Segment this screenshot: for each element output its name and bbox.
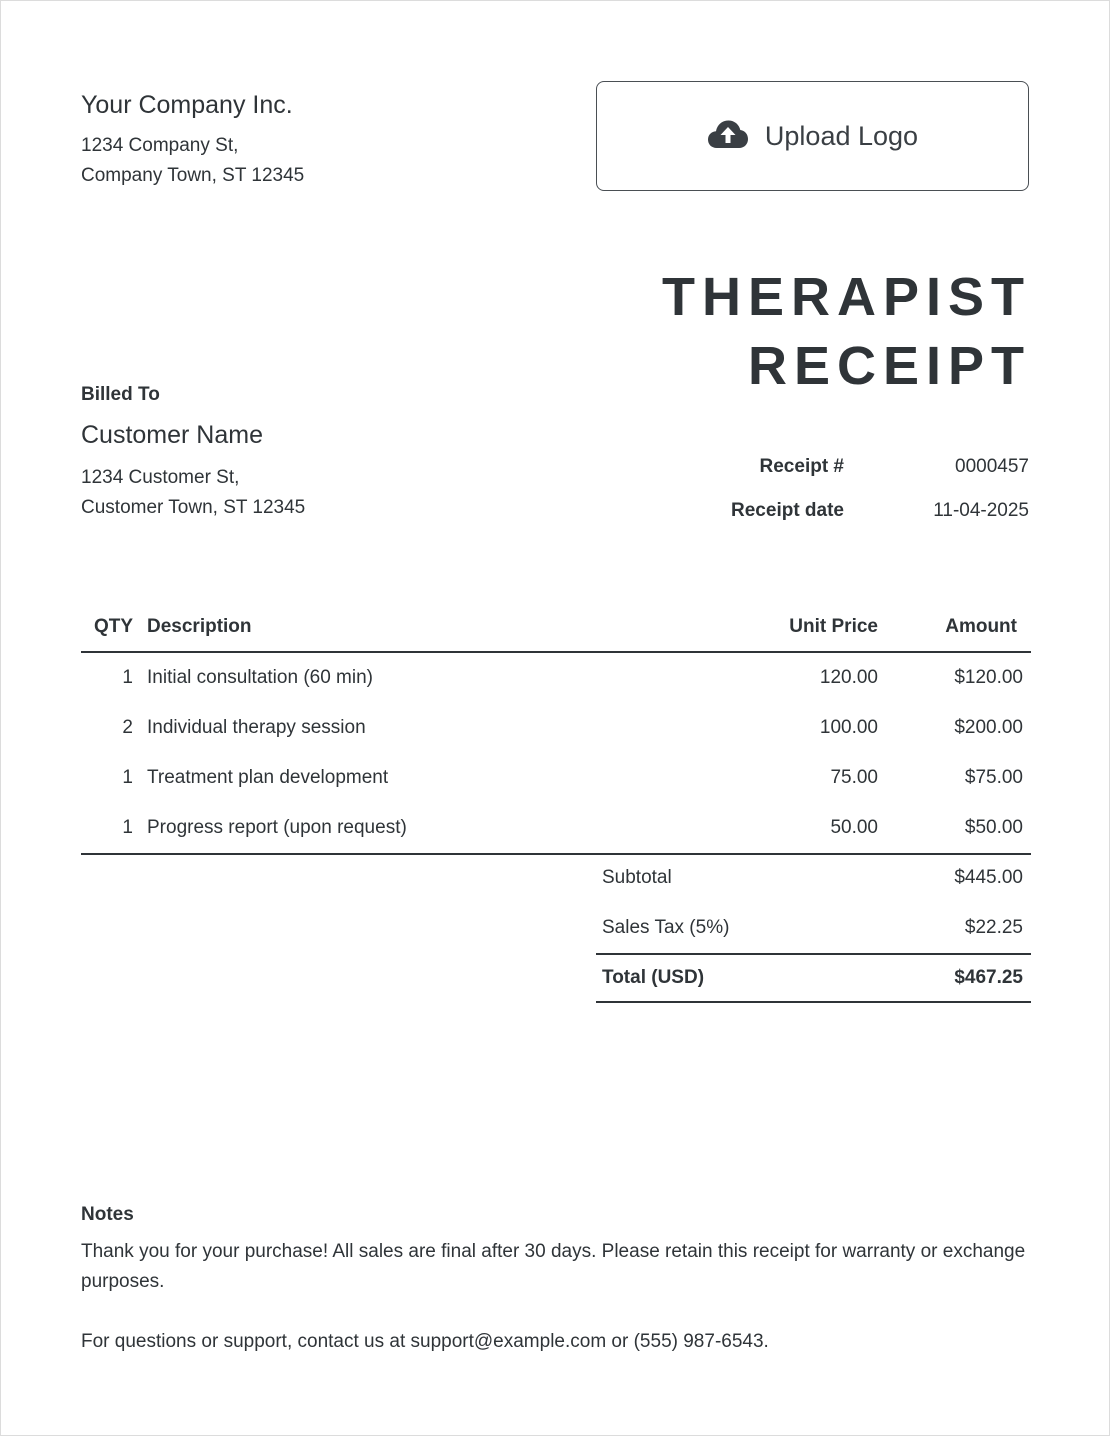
row-amount: $120.00	[954, 667, 1023, 688]
cloud-upload-icon	[707, 119, 749, 154]
billed-to-label: Billed To	[81, 384, 160, 405]
sales-tax-label: Sales Tax (5%)	[602, 917, 730, 938]
row-qty: 1	[122, 817, 133, 838]
receipt-number: 0000457	[955, 456, 1029, 477]
customer-address	[81, 463, 305, 523]
row-qty: 1	[122, 767, 133, 788]
upload-logo-button[interactable]	[596, 81, 1029, 191]
notes-contact: For questions or support, contact us at support@example.com or (555) 987-6543.	[81, 1331, 769, 1352]
receipt-date-label: Receipt date	[731, 500, 844, 521]
row-qty: 1	[122, 667, 133, 688]
row-unit-price: 120.00	[819, 667, 878, 688]
upload-logo-label: Upload Logo	[764, 120, 919, 151]
company-address	[81, 131, 304, 191]
total-divider-top	[596, 953, 1031, 955]
description-header: Description	[147, 616, 252, 637]
row-description: Treatment plan development	[147, 767, 389, 788]
unit-price-header: Unit Price	[789, 616, 878, 637]
row-unit-price: 100.00	[819, 717, 878, 738]
notes-label: Notes	[81, 1204, 134, 1225]
company-address-line2: Company Town, ST 12345	[81, 165, 305, 186]
total-divider-bottom	[596, 1001, 1031, 1003]
sales-tax-value: $22.25	[964, 917, 1023, 938]
subtotal-label: Subtotal	[602, 867, 672, 888]
header-divider	[81, 651, 1031, 653]
subtotal-value: $445.00	[954, 867, 1023, 888]
receipt-date: 11-04-2025	[933, 500, 1029, 521]
customer-address-line2: Customer Town, ST 12345	[81, 497, 306, 518]
receipt-title	[511, 263, 1031, 401]
customer-address-line1: 1234 Customer St,	[81, 467, 240, 488]
company-address-line1: 1234 Company St,	[81, 135, 239, 156]
row-qty: 2	[122, 717, 133, 738]
company-name: Your Company Inc.	[81, 91, 293, 119]
row-unit-price: 50.00	[830, 817, 878, 838]
row-unit-price: 75.00	[830, 767, 878, 788]
rows-divider	[81, 853, 1031, 855]
row-amount: $75.00	[964, 767, 1023, 788]
qty-header: QTY	[93, 616, 133, 637]
receipt-title-line2: RECEIPT	[747, 336, 1031, 396]
row-description: Individual therapy session	[147, 717, 366, 738]
row-description: Progress report (upon request)	[147, 817, 407, 838]
row-description: Initial consultation (60 min)	[147, 667, 373, 688]
receipt-number-label: Receipt #	[759, 456, 844, 477]
total-value: $467.25	[954, 967, 1023, 988]
amount-header: Amount	[945, 616, 1017, 637]
notes-text: Thank you for your purchase! All sales are final after 30 days. Please retain this receipt for warranty or exchange purposes.	[81, 1241, 1026, 1292]
row-amount: $50.00	[964, 817, 1023, 838]
receipt-title-line1: THERAPIST	[661, 267, 1031, 327]
customer-name: Customer Name	[81, 421, 263, 449]
total-label: Total (USD)	[602, 967, 705, 988]
row-amount: $200.00	[954, 717, 1023, 738]
